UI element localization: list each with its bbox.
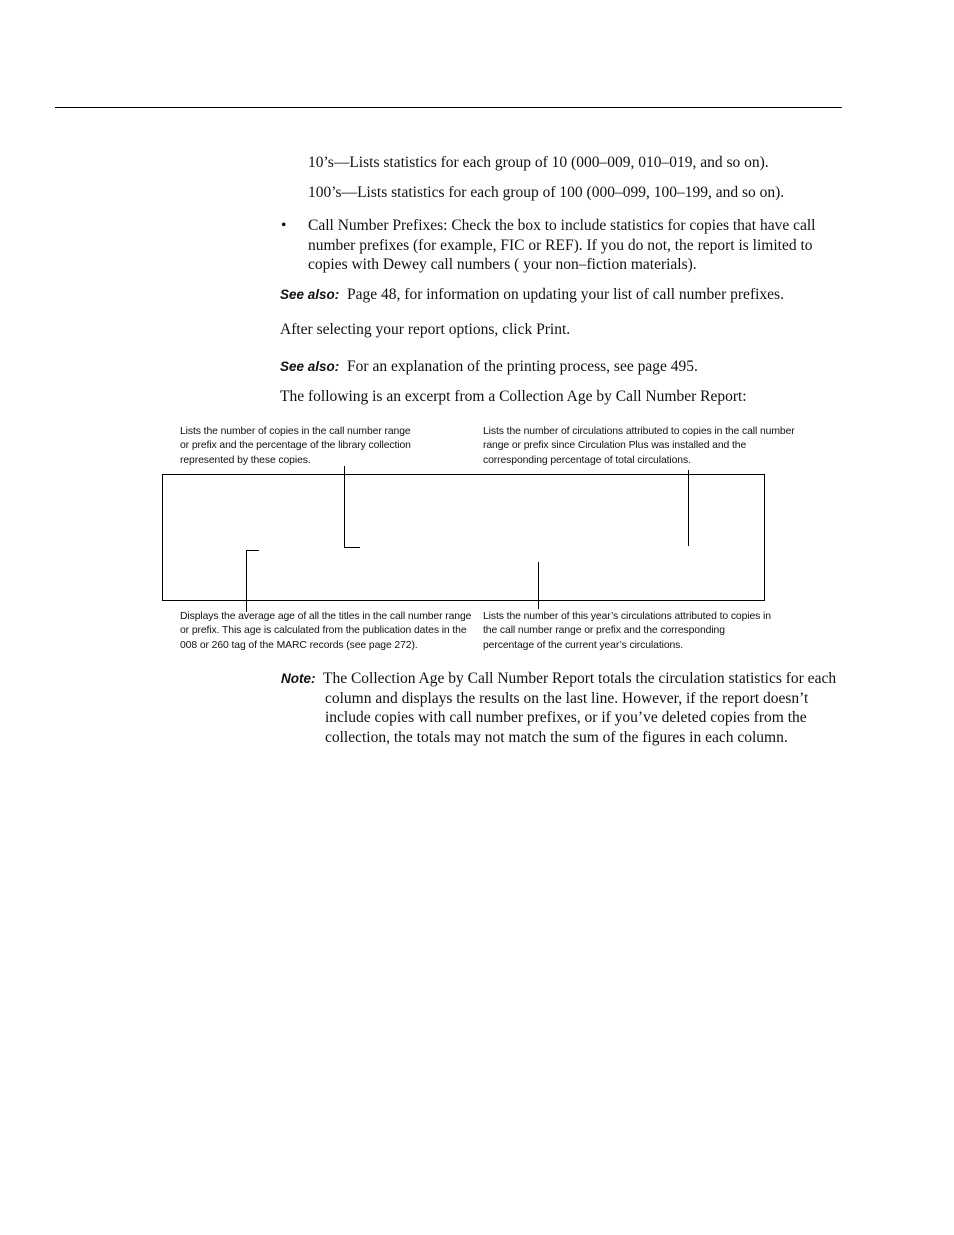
prefixes-paragraph: Call Number Prefixes: Check the box to include statistics for copies that have call number prefixes (for example, FIC or REF). If you do not, the report is limited to copies with Dewey call numbers ( your non–fiction materials). xyxy=(308,217,816,273)
report-excerpt-frame xyxy=(162,474,765,601)
note-label: Note: xyxy=(281,671,316,686)
excerpt-intro: The following is an excerpt from a Collection Age by Call Number Report: xyxy=(280,388,747,405)
see-also-text: Page 48, for information on updating your list of call number prefixes. xyxy=(347,286,784,303)
header-rule xyxy=(55,107,842,108)
leader-line-copies xyxy=(344,466,345,548)
note-paragraph xyxy=(281,669,838,747)
callout-copies: Lists the number of copies in the call number range or prefix and the percentage of the library collection represented by these copies. xyxy=(180,426,411,466)
see-also-label: See also: xyxy=(280,287,340,302)
leader-line-copies-tick xyxy=(344,547,360,548)
leader-line-circulations xyxy=(688,470,689,546)
leader-line-year-circulations xyxy=(538,562,539,609)
see-also-label: See also: xyxy=(280,359,340,374)
callout-year-circulations: Lists the number of this year’s circulations attributed to copies in the call number range or prefix and the corresponding percentage of the current year’s circulations. xyxy=(483,611,771,651)
callout-circulations: Lists the number of circulations attributed to copies in the call number range or prefix since Circulation Plus was installed and the corresponding percentage of total circulations. xyxy=(483,426,795,466)
leader-line-average-age-tick xyxy=(246,550,259,551)
bullet: • xyxy=(281,217,287,234)
note-text: The Collection Age by Call Number Report totals the circulation statistics for each column and displays the results on the last line. However, if the report doesn’t include copies with call number prefixes, or if you’ve deleted copies from the collection, the totals may not match the sum of the figures in each column. xyxy=(322,670,837,746)
callout-average-age: Displays the average age of all the titles in the call number range or prefix. This age is calculated from the publication dates in the 008 or 260 tag of the MARC records (see page 272). xyxy=(180,611,472,651)
tens-option: 10’s—Lists statistics for each group of 10 (000–009, 010–019, and so on). xyxy=(308,154,769,171)
see-also-text: For an explanation of the printing process, see page 495. xyxy=(347,358,698,375)
see-also-printing xyxy=(280,357,840,377)
after-selecting-text: After selecting your report options, click Print. xyxy=(280,321,571,338)
hundreds-option: 100’s—Lists statistics for each group of 100 (000–099, 100–199, and so on). xyxy=(308,184,785,201)
leader-line-average-age xyxy=(246,550,247,612)
see-also-prefixes xyxy=(280,285,850,305)
